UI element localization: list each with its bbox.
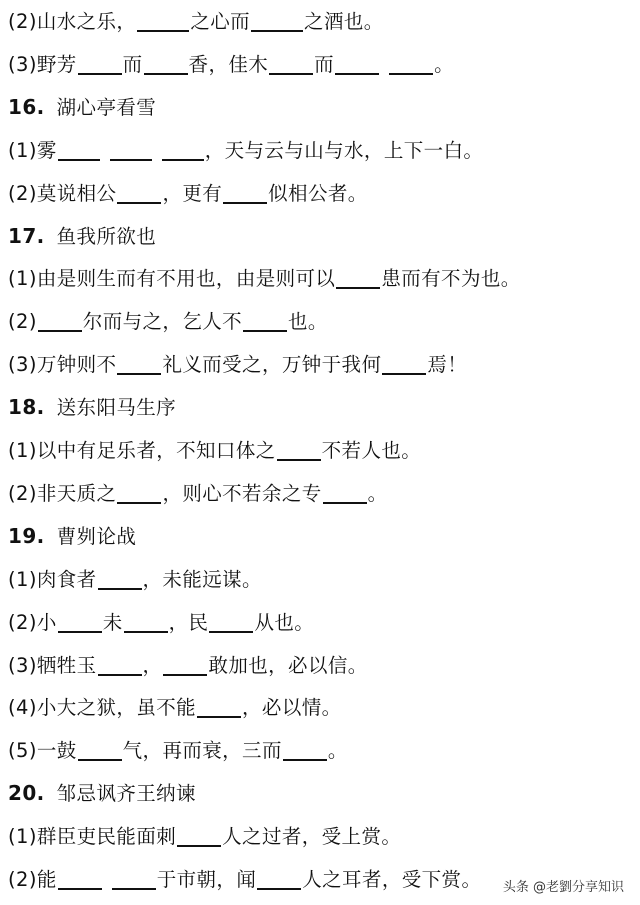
section-number: 16. xyxy=(8,94,45,119)
question-line xyxy=(8,257,521,300)
question-text: 莫说相公 xyxy=(36,181,117,205)
question-line xyxy=(8,0,384,43)
question-text: 由是则生而有不用也，由是则可以 xyxy=(36,267,336,291)
question-text: ，天与云与山与水，上下一白。 xyxy=(204,138,484,162)
question-line xyxy=(8,429,421,472)
section-title: 湖心亭看雪 xyxy=(56,95,157,119)
question-text: ，未能远谋。 xyxy=(142,567,262,591)
answer-blank xyxy=(112,888,156,890)
question-text: 香，佳木 xyxy=(188,52,269,76)
question-text: 于市朝，闻 xyxy=(156,868,257,891)
question-label: (2) xyxy=(8,868,37,891)
question-text: 之酒也。 xyxy=(304,10,384,33)
question-line xyxy=(8,558,262,601)
question-line xyxy=(8,300,328,343)
answer-blank xyxy=(197,716,241,718)
question-text: 野芳 xyxy=(36,52,77,76)
answer-blank xyxy=(78,73,122,75)
question-text: 雾 xyxy=(36,138,57,162)
question-text: 似相公者。 xyxy=(268,181,368,205)
answer-blank xyxy=(124,631,168,633)
question-text: 气，再而衰，三而 xyxy=(122,739,282,763)
question-text: 礼义而受之，万钟于我何 xyxy=(162,353,382,377)
section-number: 19. xyxy=(8,523,45,548)
section-title: 鱼我所欲也 xyxy=(56,224,157,248)
section-number: 20. xyxy=(8,781,45,806)
answer-blank xyxy=(251,30,303,32)
question-label: (1) xyxy=(8,567,37,591)
question-text: ，民 xyxy=(168,610,209,634)
section-title: 送东阳马生序 xyxy=(56,396,177,420)
question-text: 患而有不为也。 xyxy=(381,267,521,291)
question-label: (2) xyxy=(8,310,37,334)
answer-blank xyxy=(335,73,379,75)
answer-blank xyxy=(269,73,313,75)
question-text: 从也。 xyxy=(254,610,315,634)
question-line xyxy=(8,729,348,772)
question-text: 而 xyxy=(122,52,143,76)
question-text: 也。 xyxy=(288,310,328,334)
question-label: (3) xyxy=(8,353,37,377)
section-number: 18. xyxy=(8,395,45,420)
question-text: 以中有足乐者，不知口体之 xyxy=(36,439,276,462)
question-label: (4) xyxy=(8,696,37,720)
answer-blank xyxy=(58,159,100,161)
question-text: 未 xyxy=(102,610,123,634)
question-label: (2) xyxy=(8,181,37,205)
answer-blank xyxy=(277,459,321,461)
question-label: (5) xyxy=(8,739,37,763)
answer-blank xyxy=(117,502,161,504)
answer-blank xyxy=(283,759,327,761)
question-text: ，则心不若余之专 xyxy=(162,481,322,505)
answer-blank xyxy=(38,330,82,332)
answer-blank xyxy=(243,330,287,332)
question-text: 小大之狱，虽不能 xyxy=(36,696,197,720)
question-text: 人之过者，受上赏。 xyxy=(222,825,402,849)
answer-blank xyxy=(162,159,204,161)
question-text: 山水之乐， xyxy=(36,10,137,33)
section-heading xyxy=(8,515,136,558)
question-text: 人之耳者，受下赏。 xyxy=(302,868,482,891)
answer-blank xyxy=(163,674,207,676)
section-heading xyxy=(8,215,156,258)
section-title: 邹忌讽齐王纳谏 xyxy=(56,782,196,806)
watermark: 头条 @老劉分享知识 xyxy=(499,874,628,897)
section-number: 17. xyxy=(8,223,45,248)
question-text: 小 xyxy=(36,610,57,634)
question-text: ，更有 xyxy=(162,181,223,205)
question-text: 尔而与之，乞人不 xyxy=(82,310,243,334)
question-line xyxy=(8,472,388,515)
question-text: 。 xyxy=(327,739,348,763)
question-line xyxy=(8,644,368,687)
answer-blank xyxy=(144,73,188,75)
question-text: 。 xyxy=(367,481,388,505)
question-text: 万钟则不 xyxy=(36,353,117,377)
answer-blank xyxy=(137,30,189,32)
section-heading xyxy=(8,86,156,129)
question-text: ，必以情。 xyxy=(242,696,342,720)
question-text: 非天质之 xyxy=(36,481,117,505)
question-line xyxy=(8,43,454,86)
answer-blank xyxy=(389,73,433,75)
question-text: 一鼓 xyxy=(36,739,77,763)
question-label: (1) xyxy=(8,267,37,291)
question-label: (2) xyxy=(8,610,37,634)
question-label: (2) xyxy=(8,10,37,33)
question-line xyxy=(8,686,342,729)
answer-blank xyxy=(117,373,161,375)
question-text: 之心而 xyxy=(190,10,251,33)
question-line xyxy=(8,172,368,215)
answer-blank xyxy=(98,588,142,590)
question-text: 。 xyxy=(434,52,454,76)
question-text: 能 xyxy=(36,868,57,891)
answer-blank xyxy=(382,373,426,375)
answer-blank xyxy=(336,287,380,289)
question-line xyxy=(8,343,467,386)
question-line xyxy=(8,858,481,901)
section-title: 曹刿论战 xyxy=(56,524,137,548)
answer-blank xyxy=(209,631,253,633)
answer-blank xyxy=(257,888,301,890)
answer-blank xyxy=(78,759,122,761)
question-text: 敢加也，必以信。 xyxy=(208,653,368,677)
section-heading xyxy=(8,386,176,429)
question-label: (1) xyxy=(8,439,37,462)
answer-blank xyxy=(117,202,161,204)
question-label: (1) xyxy=(8,825,37,849)
answer-blank xyxy=(58,888,102,890)
question-line xyxy=(8,601,314,644)
question-text: ， xyxy=(142,653,163,677)
question-label: (3) xyxy=(8,52,37,76)
answer-blank xyxy=(110,159,152,161)
question-label: (2) xyxy=(8,481,37,505)
question-label: (3) xyxy=(8,653,37,677)
question-text: 群臣吏民能面刺 xyxy=(36,825,177,849)
question-text: 不若人也。 xyxy=(321,439,422,462)
section-heading xyxy=(8,772,196,815)
question-line xyxy=(8,129,483,172)
question-line xyxy=(8,815,401,858)
question-text: 焉！ xyxy=(427,353,468,377)
answer-blank xyxy=(323,502,367,504)
answer-blank xyxy=(223,202,267,204)
answer-blank xyxy=(177,845,221,847)
question-text: 牺牲玉 xyxy=(36,653,97,677)
answer-blank xyxy=(58,631,102,633)
question-text: 肉食者 xyxy=(36,567,97,591)
question-text: 而 xyxy=(314,52,335,76)
question-label: (1) xyxy=(8,138,37,162)
answer-blank xyxy=(98,674,142,676)
